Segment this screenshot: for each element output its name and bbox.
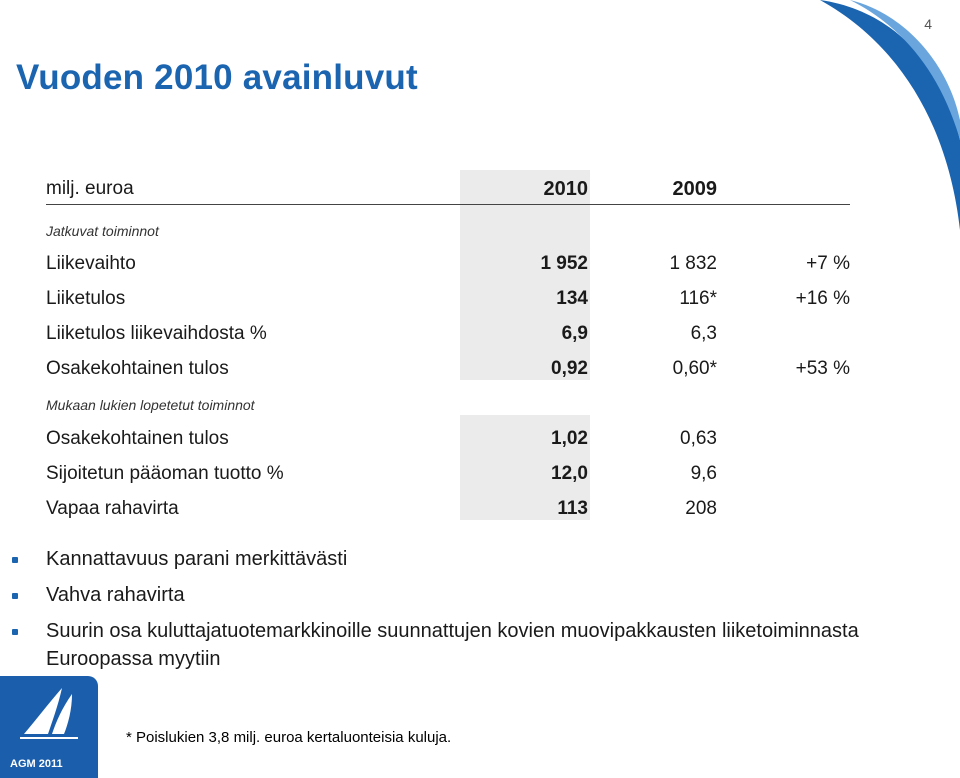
value-2009: 9,6: [690, 463, 717, 484]
value-2009: 6,3: [690, 323, 717, 344]
table-row: [46, 315, 850, 350]
page-number: 4: [924, 16, 932, 32]
year-2009-header: 2009: [672, 178, 717, 200]
row-label: Liikevaihto: [46, 253, 136, 274]
table-row: [46, 245, 850, 280]
value-2010: 1 952: [540, 253, 588, 274]
list-item: [12, 617, 912, 673]
table-row: [46, 455, 850, 490]
table-row: [46, 420, 850, 455]
sailboat-icon: [18, 684, 80, 742]
table-row: [46, 350, 850, 385]
value-2010: 134: [556, 288, 588, 309]
page-title: Vuoden 2010 avainluvut: [16, 58, 418, 97]
value-change: +7 %: [806, 253, 850, 274]
value-2009: 1 832: [669, 253, 717, 274]
bullet-icon: [12, 593, 18, 599]
bullet-icon: [12, 629, 18, 635]
row-label: Osakekohtainen tulos: [46, 428, 229, 449]
list-item: [12, 545, 912, 573]
agm-logo: [0, 676, 98, 778]
value-2010: 12,0: [551, 463, 588, 484]
bullet-icon: [12, 557, 18, 563]
value-2009: 208: [685, 498, 717, 519]
bullet-list: [12, 545, 912, 681]
value-2010: 113: [557, 498, 588, 519]
footnote: * Poislukien 3,8 milj. euroa kertaluonteisia kuluja.: [126, 729, 452, 746]
value-2010: 6,9: [561, 323, 588, 344]
value-2009: 0,60*: [672, 358, 717, 379]
row-label: Liiketulos: [46, 288, 126, 309]
row-label: Osakekohtainen tulos: [46, 358, 229, 379]
table-row: [46, 490, 850, 525]
year-2010-header: 2010: [543, 178, 588, 200]
value-change: +16 %: [795, 288, 850, 309]
value-change: +53 %: [795, 358, 850, 379]
bullet-text: Suurin osa kuluttajatuotemarkkinoille suunnattujen kovien muovipakkausten liiketoiminnasta Euroopassa myytiin: [46, 620, 859, 670]
section-note-continuing: Jatkuvat toiminnot: [46, 223, 159, 239]
agm-label: AGM 2011: [10, 758, 63, 770]
value-2010: 1,02: [551, 428, 588, 449]
list-item: [12, 581, 912, 609]
row-label: Sijoitetun pääoman tuotto %: [46, 463, 284, 484]
value-2010: 0,92: [551, 358, 588, 379]
section-note-incl-discontinued: Mukaan lukien lopetetut toiminnot: [46, 397, 255, 413]
row-label: Vapaa rahavirta: [46, 498, 179, 519]
row-label: Liiketulos liikevaihdosta %: [46, 323, 267, 344]
table-header-row: [46, 170, 850, 205]
unit-label: milj. euroa: [46, 178, 134, 199]
bullet-text: Vahva rahavirta: [46, 584, 185, 606]
value-2009: 0,63: [680, 428, 717, 449]
value-2009: 116*: [679, 288, 717, 309]
table-row: [46, 280, 850, 315]
bullet-text: Kannattavuus parani merkittävästi: [46, 548, 348, 570]
